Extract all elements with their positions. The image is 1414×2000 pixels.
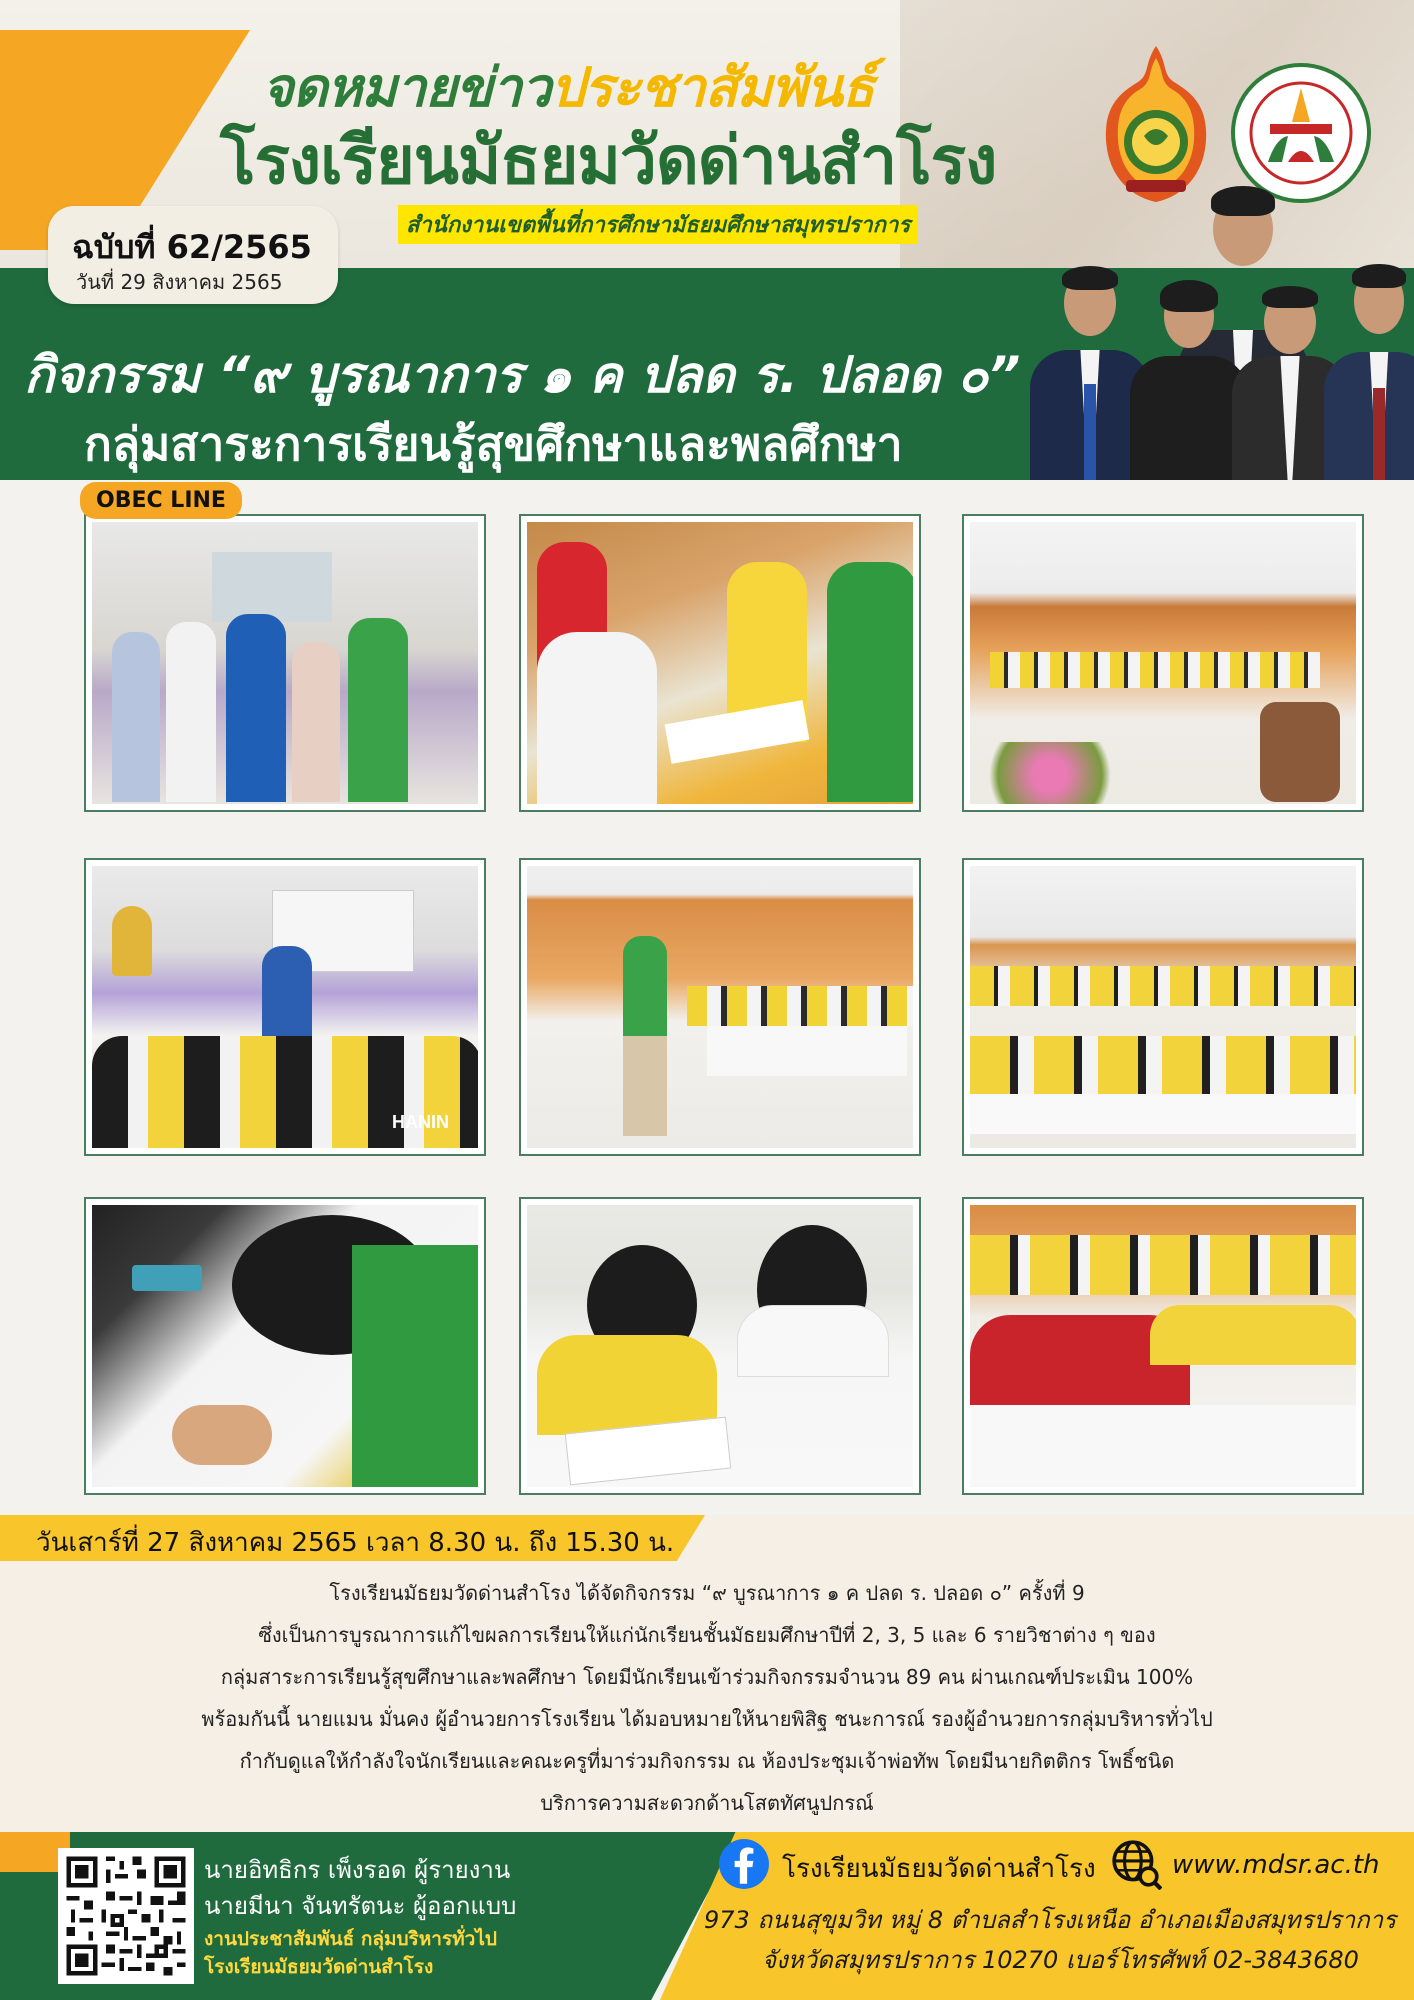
person-2 bbox=[1130, 280, 1248, 480]
event-date: วันเสาร์ที่ 27 สิงหาคม 2565 เวลา 8.30 น. ถึง 15.30 น. bbox=[36, 1528, 675, 1558]
issue-number: ฉบับที่ 62/2565 bbox=[72, 228, 312, 266]
qr-code[interactable] bbox=[58, 1848, 194, 1984]
photo-1 bbox=[84, 514, 486, 812]
description-line: กำกับดูแลให้กำลังใจนักเรียนและคณะครูที่มาร่วมกิจกรรม ณ ห้องประชุมเจ้าพ่อทัพ โดยมีนายกิตติกร โพธิ์ชนิด bbox=[239, 1749, 1175, 1773]
issue-date: วันที่ 29 สิงหาคม 2565 bbox=[76, 270, 283, 294]
obec-line-badge: OBEC LINE bbox=[80, 482, 242, 519]
photo-7 bbox=[84, 1197, 486, 1495]
globe-search-icon bbox=[1110, 1838, 1162, 1890]
facebook-page-name[interactable]: โรงเรียนมัธยมวัดด่านสำโรง bbox=[782, 1854, 1096, 1884]
photo-5 bbox=[519, 858, 921, 1156]
description-line: กลุ่มสาระการเรียนรู้สุขศึกษาและพลศึกษา โดยมีนักเรียนเข้าร่วมกิจกรรมจำนวน 89 คน ผ่านเกณฑ์ประเมิน 100% bbox=[220, 1665, 1194, 1689]
photo-3 bbox=[962, 514, 1364, 812]
address-line2: จังหวัดสมุทรปราการ 10270 เบอร์โทรศัพท์ 02-3843680 bbox=[762, 1946, 1359, 1974]
designer-credit: นายมีนา จันทรัตนะ ผู้ออกแบบ bbox=[204, 1892, 517, 1920]
department-line2: โรงเรียนมัธยมวัดด่านสำโรง bbox=[204, 1956, 434, 1978]
description-line: ซึ่งเป็นการบูรณาการแก้ไขผลการเรียนให้แก่นักเรียนชั้นมัธยมศึกษาปีที่ 2, 3, 5 และ 6 รายวิชาต่าง ๆ ของ bbox=[258, 1623, 1156, 1647]
photo-2 bbox=[519, 514, 921, 812]
administrators-group bbox=[1030, 180, 1414, 480]
photo-shirt-text: HANIN bbox=[392, 1112, 449, 1132]
photo-9 bbox=[962, 1197, 1364, 1495]
description-line: โรงเรียนมัธยมวัดด่านสำโรง ได้จัดกิจกรรม “๙ บูรณาการ ๑ ค ปลด ร. ปลอด ๐” ครั้งที่ 9 bbox=[329, 1581, 1085, 1605]
office-name: สำนักงานเขตพื้นที่การศึกษามัธยมศึกษาสมุทรปราการ bbox=[398, 205, 918, 244]
website-link[interactable]: www.mdsr.ac.th bbox=[1172, 1850, 1380, 1880]
school-name-title: โรงเรียนมัธยมวัดด่านสำโรง bbox=[220, 122, 997, 199]
department-line1: งานประชาสัมพันธ์ กลุ่มบริหารทั่วไป bbox=[204, 1928, 497, 1950]
person-4 bbox=[1324, 268, 1414, 480]
address-line1: 973 ถนนสุขุมวิท หมู่ 8 ตำบลสำโรงเหนือ อำเภอเมืองสมุทรปราการ bbox=[704, 1906, 1397, 1934]
description-line: พร้อมกันนี้ นายแมน มั่นคง ผู้อำนวยการโรงเรียน ได้มอบหมายให้นายพิสิฐ ชนะการณ์ รองผู้อำนวยการกลุ่มบริหารทั่วไป bbox=[201, 1707, 1213, 1731]
photo-6 bbox=[962, 858, 1364, 1156]
reporter-credit: นายอิทธิกร เพ็งรอด ผู้รายงาน bbox=[204, 1856, 511, 1884]
photo-8 bbox=[519, 1197, 921, 1495]
headline-title: กิจกรรม “๙ บูรณาการ ๑ ค ปลด ร. ปลอด ๐” bbox=[24, 346, 1021, 404]
photo-4 bbox=[84, 858, 486, 1156]
description-line: บริการความสะดวกด้านโสตทัศนูปกรณ์ bbox=[540, 1791, 874, 1815]
newsletter-title: จดหมายข่าวประชาสัมพันธ์ bbox=[262, 56, 874, 119]
facebook-icon[interactable] bbox=[718, 1838, 770, 1890]
headline-subtitle: กลุ่มสาระการเรียนรู้สุขศึกษาและพลศึกษา bbox=[84, 417, 903, 471]
